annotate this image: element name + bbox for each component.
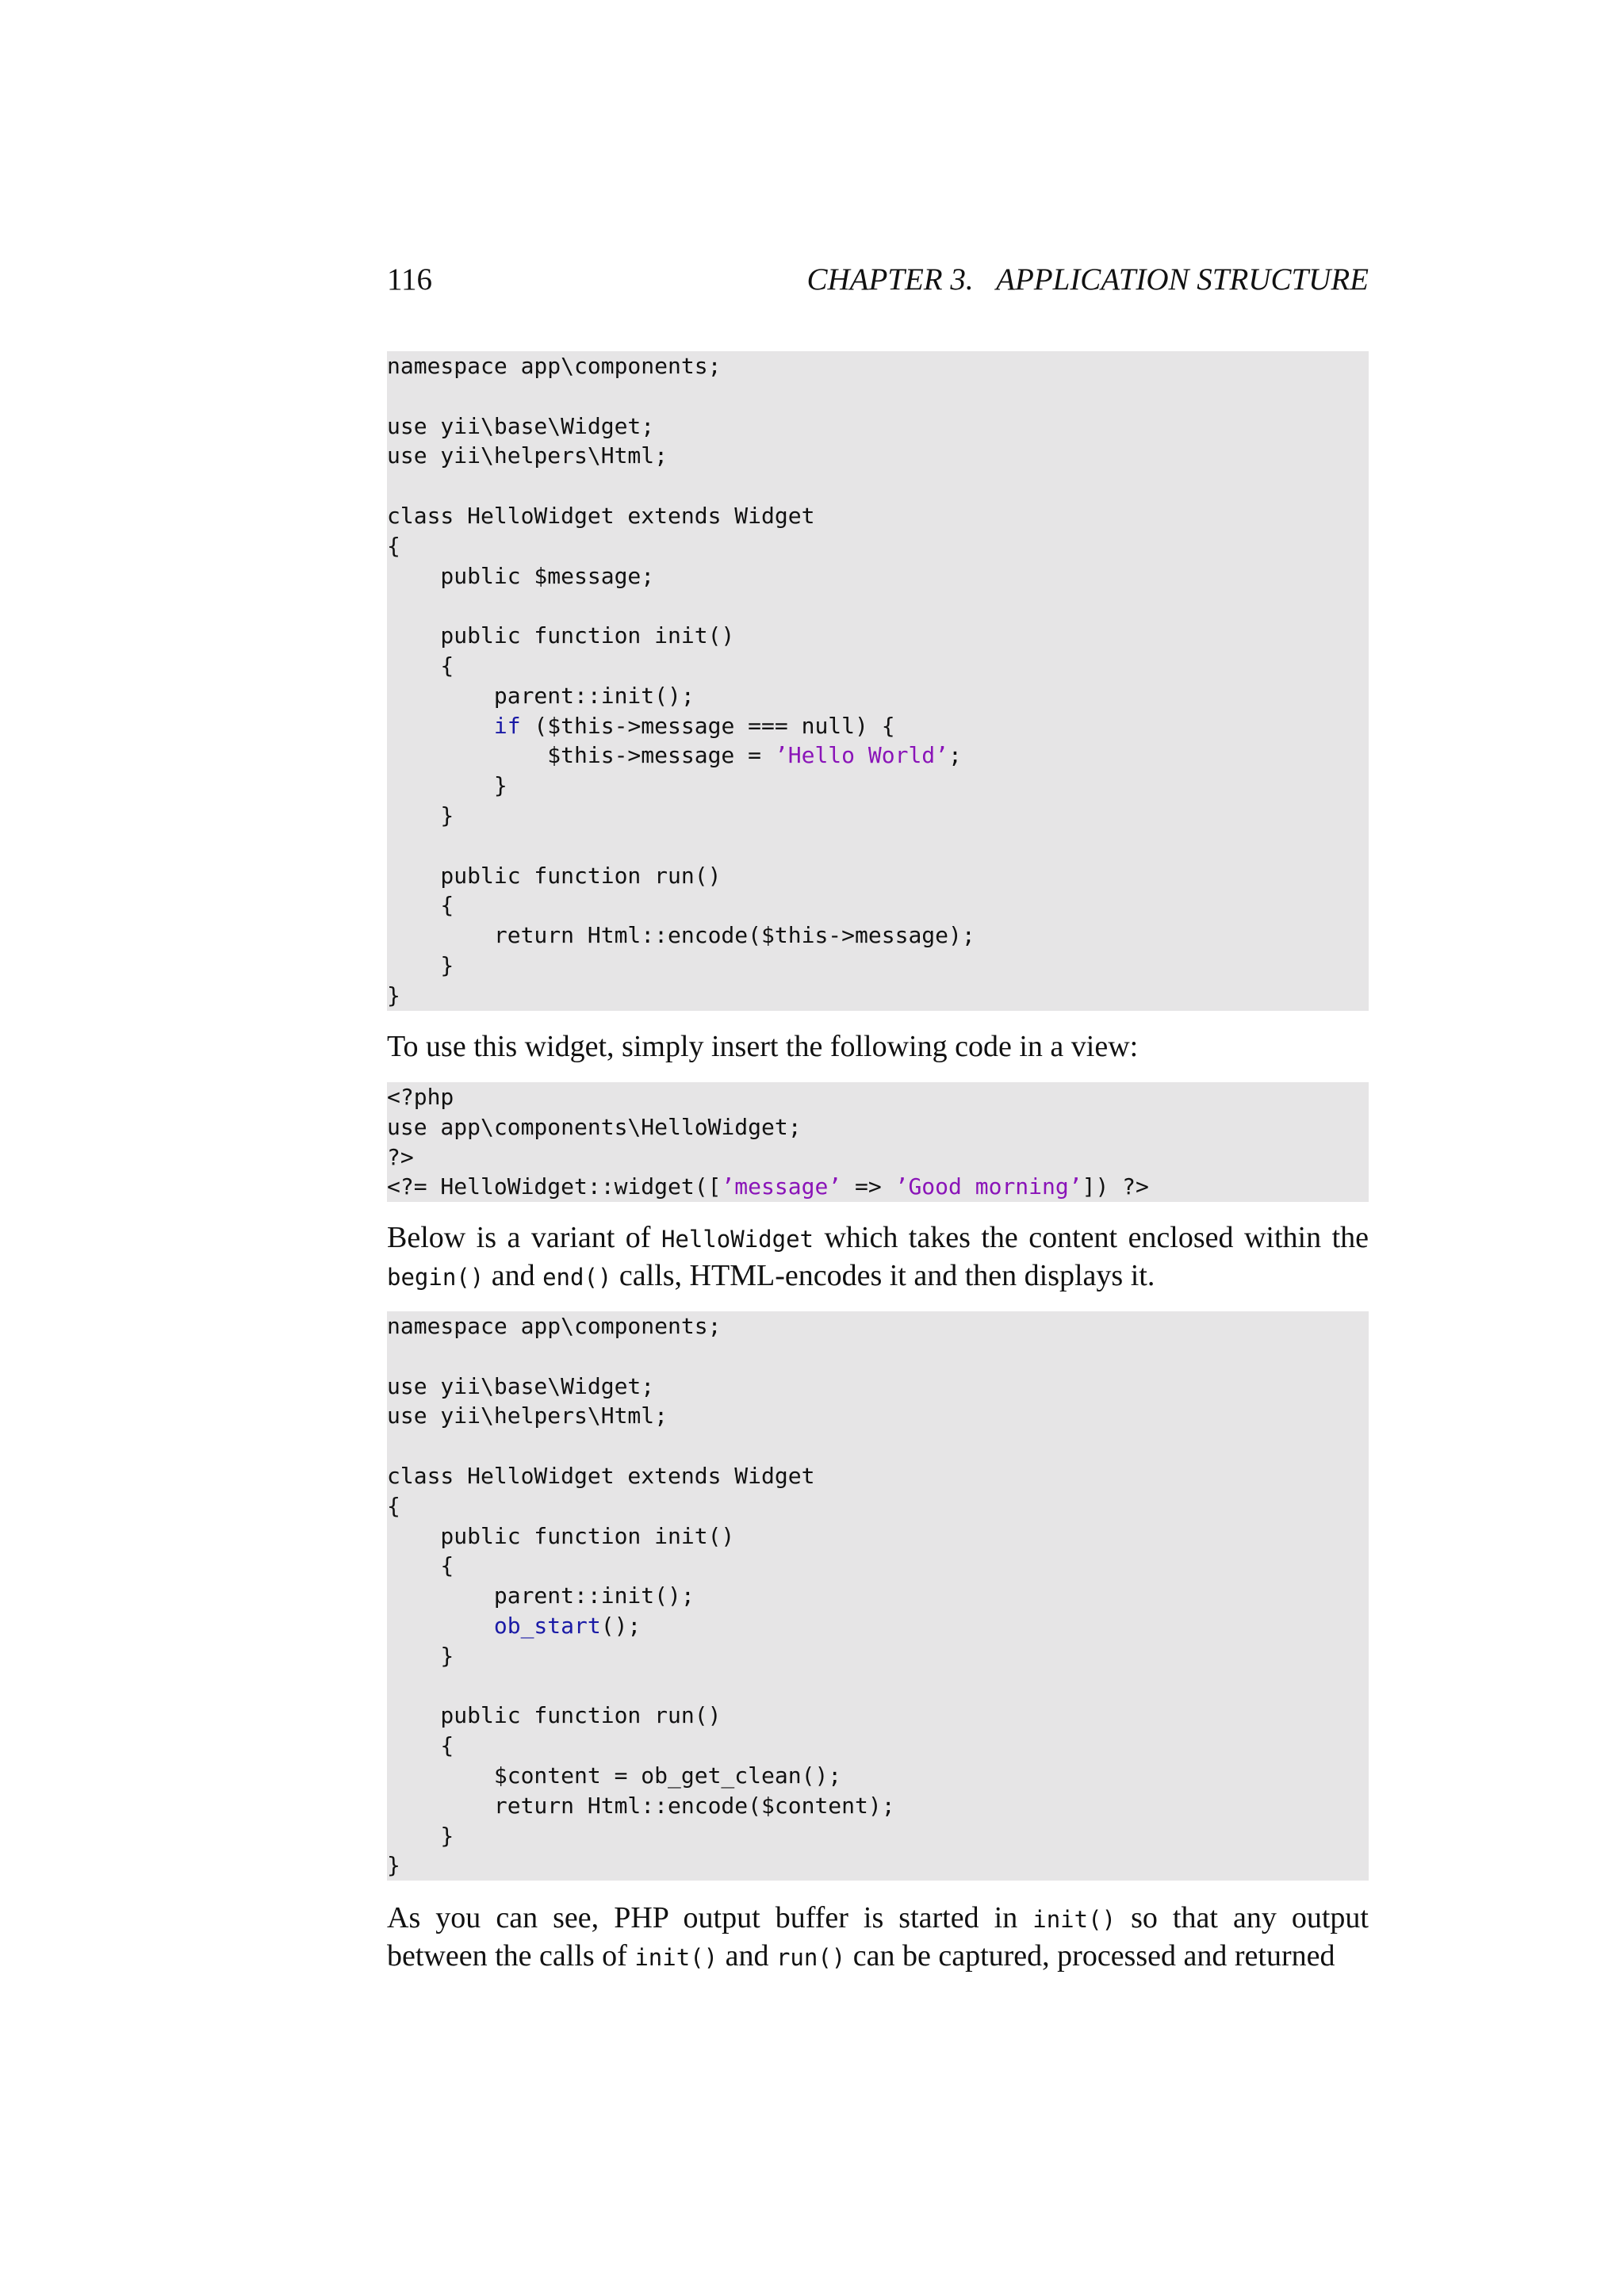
code-line: namespace app\components; [387, 353, 722, 379]
code-line: } [387, 951, 454, 978]
code-line: public function init() [387, 622, 735, 649]
paragraph-text: As you can see, PHP output buffer is started in [387, 1901, 1033, 1934]
paragraph-text: calls, HTML-encodes it and then displays it. [611, 1259, 1155, 1292]
code-line: } [387, 1852, 400, 1879]
paragraph-text: so that any output between the calls of [387, 1901, 1369, 1973]
code-line: <?php [387, 1084, 454, 1110]
paragraph-text: which takes the content enclosed within the [814, 1221, 1369, 1254]
string-literal: ’Hello World’ [774, 742, 949, 769]
code-line [387, 1341, 1369, 1372]
code-line: use yii\helpers\Html; [387, 442, 668, 469]
inline-code: init() [634, 1944, 718, 1971]
code-line: namespace app\components; [387, 1313, 722, 1339]
page-number: 116 [387, 262, 433, 297]
paragraph-text: Below is a variant of [387, 1221, 661, 1254]
code-block-view-usage [387, 1082, 1369, 1202]
paragraph-variant [387, 1219, 1369, 1295]
keyword-if: if [493, 712, 521, 739]
code-line: public function run() [387, 862, 722, 889]
code-line: if ($this->message === null) { [493, 712, 895, 739]
paragraph-text: and [718, 1939, 776, 1973]
string-literal: ’Good morning’ [894, 1173, 1082, 1200]
code-line: ob_start(); [493, 1612, 642, 1639]
inline-code: run() [776, 1944, 846, 1971]
paragraph-output-buffer [387, 1900, 1369, 1976]
string-literal: ’message’ [721, 1173, 842, 1200]
code-line: use app\components\HelloWidget; [387, 1113, 802, 1140]
code-line: { [387, 532, 400, 559]
code-line: class HelloWidget extends Widget [387, 502, 815, 529]
code-line: use yii\base\Widget; [387, 412, 655, 439]
code-line: } [387, 802, 454, 828]
code-line: use yii\base\Widget; [387, 1372, 655, 1399]
code-line: ?> [387, 1143, 414, 1170]
inline-code: HelloWidget [661, 1226, 814, 1253]
code-line: public $message; [387, 562, 655, 589]
code-line: { [387, 1732, 454, 1759]
code-line: class HelloWidget extends Widget [387, 1462, 815, 1489]
paragraph-use-widget: To use this widget, simply insert the following code in a view: [387, 1030, 1139, 1063]
inline-code: begin() [387, 1264, 485, 1291]
code-line: public function run() [387, 1702, 722, 1729]
inline-code: end() [542, 1264, 612, 1291]
code-line: <?= HelloWidget::widget([’message’ => ’Good morning’]) ?> [387, 1173, 1149, 1200]
code-line [387, 1671, 1369, 1701]
running-head: CHAPTER 3. APPLICATION STRUCTURE [806, 262, 1369, 297]
code-line: parent::init(); [387, 1582, 695, 1609]
function-ob-start: ob_start [493, 1612, 601, 1639]
code-line: use yii\helpers\Html; [387, 1402, 668, 1429]
code-line: return Html::encode($this->message); [387, 922, 975, 949]
paragraph-text: can be captured, processed and returned [845, 1939, 1335, 1973]
inline-code: init() [1032, 1906, 1116, 1933]
code-line [387, 1431, 1369, 1461]
code-line: $this->message = ’Hello World’; [387, 742, 962, 769]
code-line [387, 381, 1369, 411]
code-line: } [387, 772, 508, 799]
code-line: { [387, 652, 454, 679]
code-line: } [387, 1822, 454, 1849]
code-line: public function init() [387, 1522, 735, 1549]
code-line: { [387, 1552, 454, 1579]
code-block-hello-widget [387, 351, 1369, 1011]
code-block-hello-widget-variant [387, 1311, 1369, 1881]
paragraph-text: and [484, 1259, 543, 1292]
page-header [387, 258, 1369, 302]
code-line [387, 591, 1369, 621]
code-line: parent::init(); [387, 682, 695, 709]
code-line: } [387, 982, 400, 1008]
code-line [387, 831, 1369, 861]
code-line: { [387, 892, 454, 919]
code-line: { [387, 1492, 400, 1519]
code-line: return Html::encode($content); [387, 1792, 895, 1819]
code-line: } [387, 1642, 454, 1669]
code-line: $content = ob_get_clean(); [387, 1762, 842, 1789]
code-line [387, 471, 1369, 501]
